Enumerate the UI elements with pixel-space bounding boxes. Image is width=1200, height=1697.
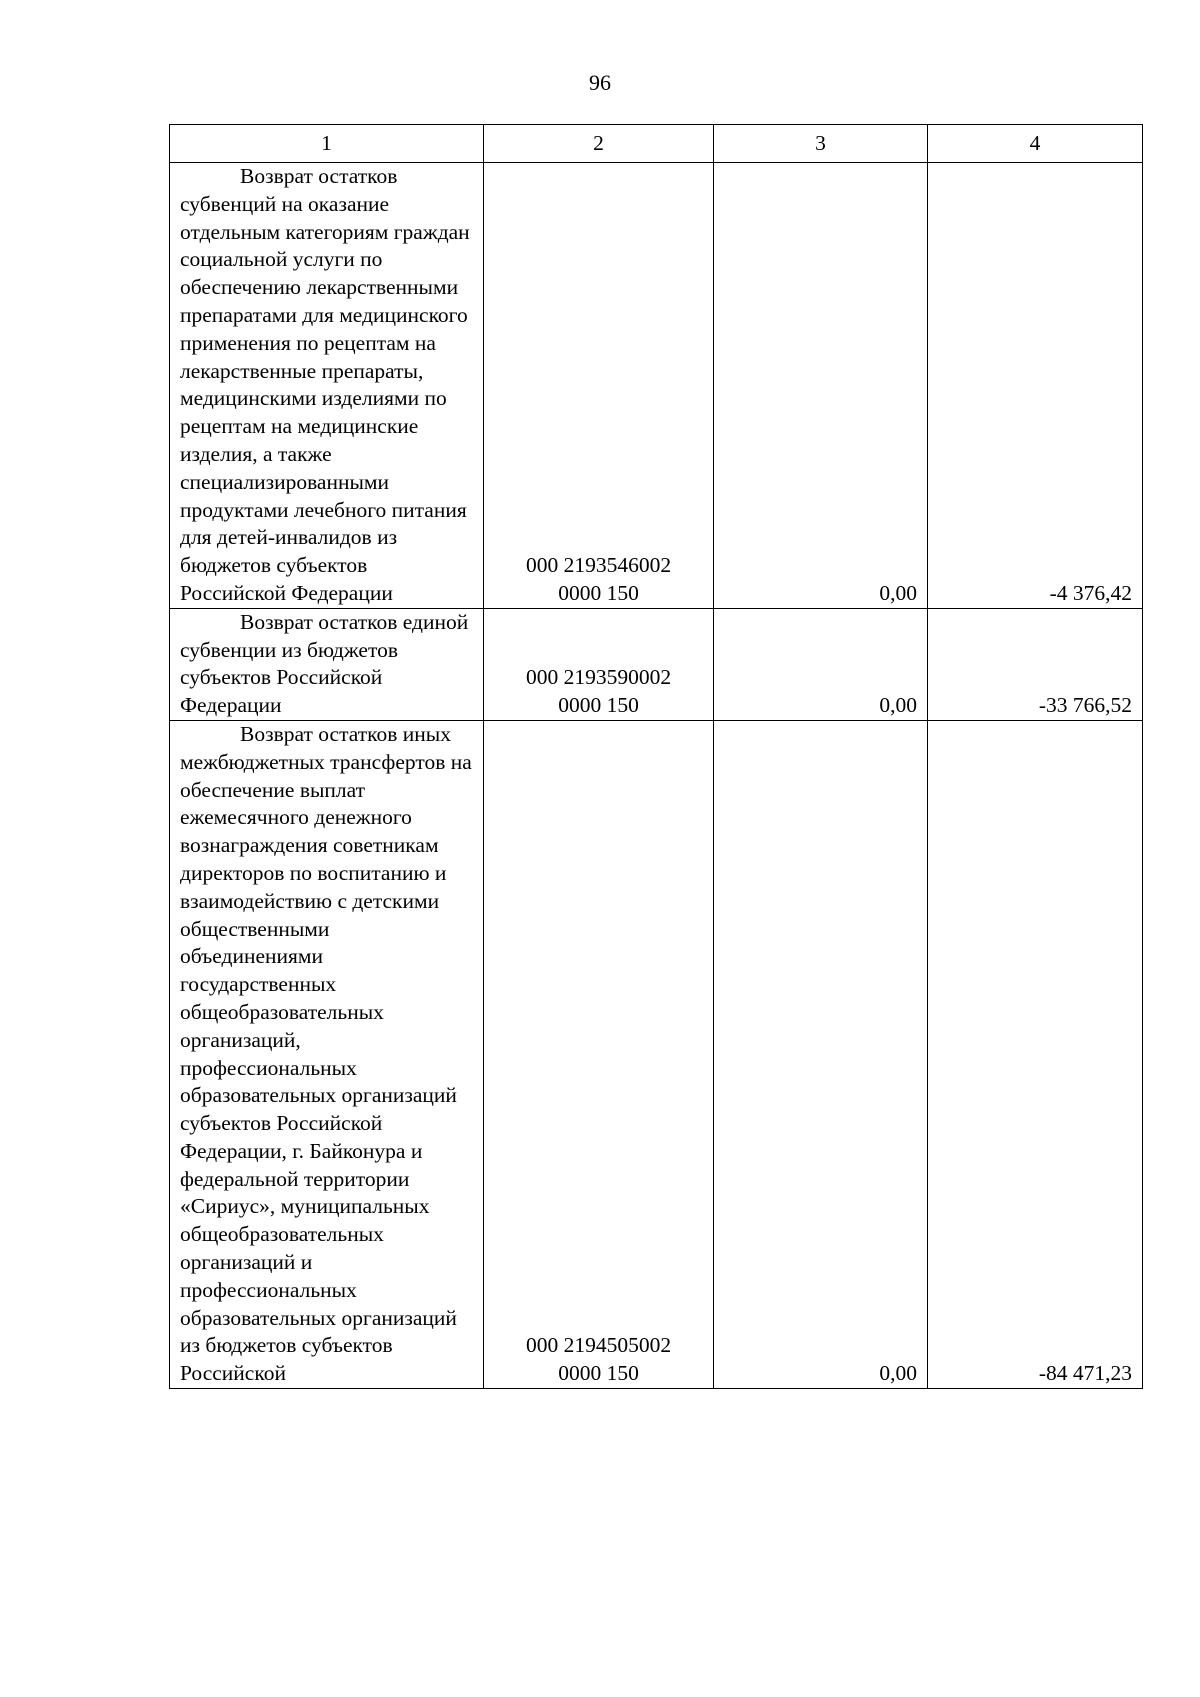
- row-value-col4: -4 376,42: [928, 163, 1143, 609]
- row-value-col3: 0,00: [714, 608, 928, 720]
- row-code-cell: [484, 608, 714, 720]
- column-header-2: 2: [484, 125, 714, 163]
- row-name-cell: Возврат остатков субвенций на оказание отдельным категориям граждан социальной услуги по обеспечению лекарственными препаратами для медицинского применения по рецептам на лекарственные препараты, медицинскими изделиями по рецептам на медицинские изделия, а также специализированными продуктами лечебного питания для детей-инвалидов из бюджетов субъектов Российской Федерации: [170, 163, 484, 609]
- row-value-col3: 0,00: [714, 163, 928, 609]
- page-number: 96: [589, 70, 611, 95]
- row-code-cell: [484, 720, 714, 1388]
- code-line-1: 000 2193590002: [525, 665, 672, 690]
- table-row: [170, 608, 1143, 720]
- column-header-4: 4: [928, 125, 1143, 163]
- row-name-cell: Возврат остатков иных межбюджетных трансфертов на обеспечение выплат ежемесячного денежного вознаграждения советникам директоров по воспитанию и взаимодействию с детскими общественными объединениями государственных общеобразовательных организаций, профессиональных образовательных организаций субъектов Российской Федерации, г. Байконура и федеральной территории «Сириус», муниципальных общеобразовательных организаций и профессиональных образовательных организаций из бюджетов субъектов Российской: [170, 720, 484, 1388]
- row-code-cell: [484, 163, 714, 609]
- column-header-1: 1: [170, 125, 484, 163]
- code-line-1: 000 2194505002: [525, 1333, 672, 1358]
- code-line-2: 0000 150: [558, 693, 639, 718]
- table-header-row: [170, 125, 1143, 163]
- table-row: [170, 720, 1143, 1388]
- table-row: [170, 163, 1143, 609]
- code-line-1: 000 2193546002: [525, 553, 672, 578]
- code-line-2: 0000 150: [558, 580, 639, 605]
- row-value-col3: 0,00: [714, 720, 928, 1388]
- row-value-col4: -33 766,52: [928, 608, 1143, 720]
- code-line-2: 0000 150: [558, 1361, 639, 1386]
- budget-table: [169, 124, 1143, 1389]
- row-value-col4: -84 471,23: [928, 720, 1143, 1388]
- row-name-cell: Возврат остатков единой субвенции из бюджетов субъектов Российской Федерации: [170, 608, 484, 720]
- column-header-3: 3: [714, 125, 928, 163]
